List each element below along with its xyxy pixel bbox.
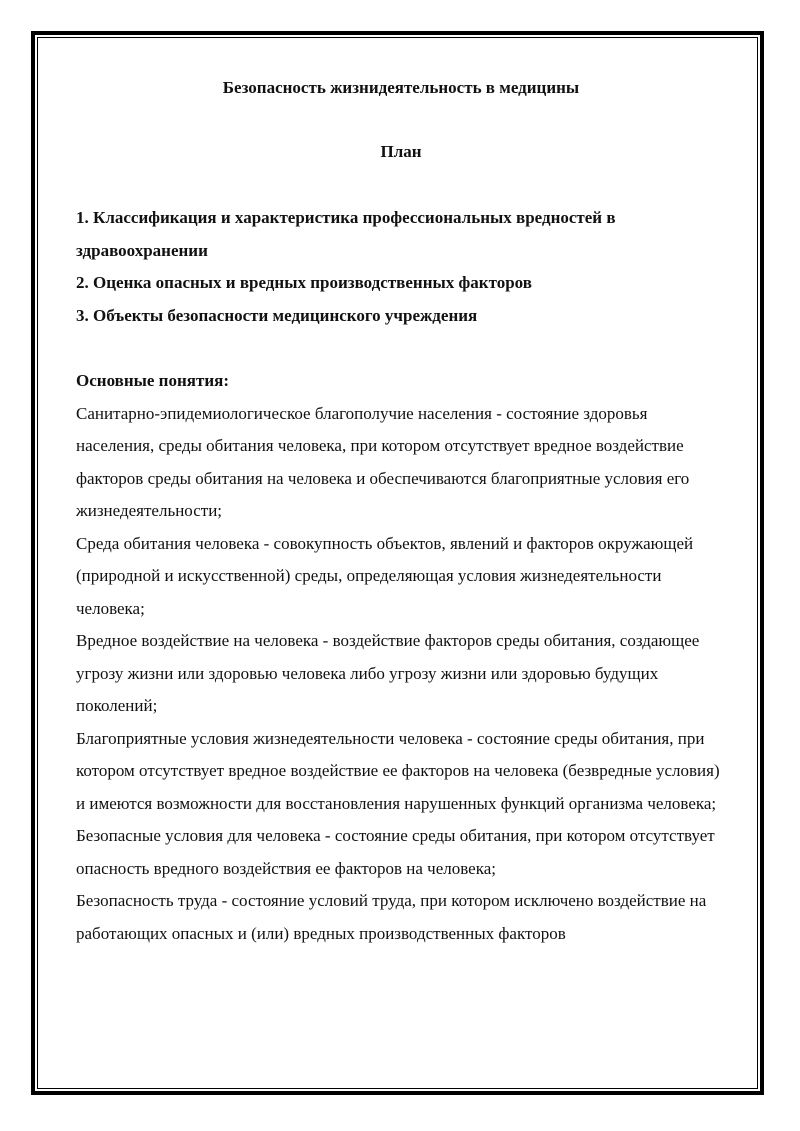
definition-paragraph: Благоприятные условия жизнедеятельности человека - состояние среды обитания, при котором отсутствует вредное воздействие ее факторов на человека (безвредные условия) и имеются возможности для восстановления нарушенных функций организма человека; xyxy=(76,728,720,813)
document-body xyxy=(76,74,726,950)
definition-paragraph: Среда обитания человека - совокупность объектов, явлений и факторов окружающей (природной и искусственной) среды, определяющая условия жизнедеятельности человека; xyxy=(76,533,694,618)
document-title: Безопасность жизнидеятельность в медицины xyxy=(222,78,580,97)
plan-heading: План xyxy=(380,142,422,161)
definition-paragraph: Безопасные условия для человека - состояние среды обитания, при котором отсутствует опасность вредного воздействия ее факторов на человека; xyxy=(76,826,715,878)
plan-item: 2. Оценка опасных и вредных производственных факторов xyxy=(76,273,532,292)
plan-item: 1. Классификация и характеристика профессиональных вредностей в здравоохранении xyxy=(76,208,616,260)
definition-paragraph: Безопасность труда - состояние условий труда, при котором исключено воздействие на работающих опасных и (или) вредных производственных факторов xyxy=(76,891,707,943)
definition-paragraph: Вредное воздействие на человека - воздействие факторов среды обитания, создающее угрозу жизни или здоровью человека либо угрозу жизни или здоровью будущих поколений; xyxy=(76,631,700,715)
concepts-heading: Основные понятия: xyxy=(76,371,229,390)
plan-list xyxy=(76,202,726,332)
plan-item: 3. Объекты безопасности медицинского учреждения xyxy=(76,305,478,325)
definition-paragraph: Санитарно-эпидемиологическое благополучие населения - состояние здоровья населения, среды обитания человека, при котором отсутствует вредное воздействие факторов среды обитания на человека и обеспечиваются благоприятные условия его жизнедеятельности; xyxy=(76,403,690,520)
